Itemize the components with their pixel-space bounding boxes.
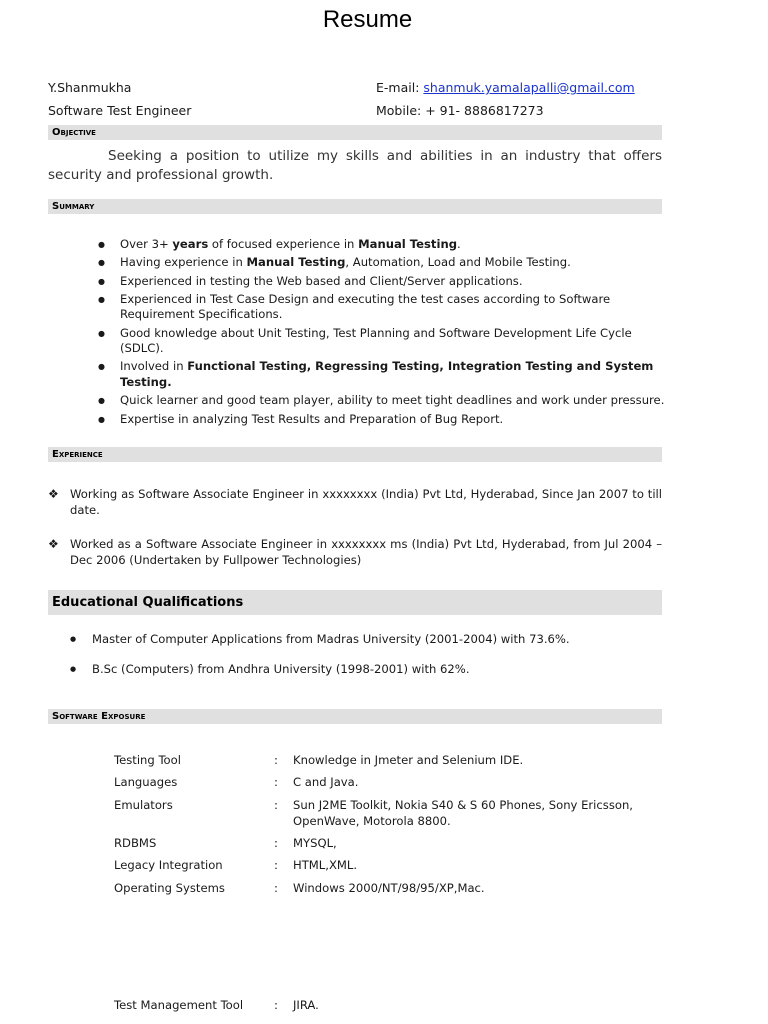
software-value: Sun J2ME Toolkit, Nokia S40 & S 60 Phones, Sony Ericsson, OpenWave, Motorola 8800. bbox=[293, 798, 633, 828]
software-separator: : bbox=[274, 798, 278, 812]
software-value: JIRA. bbox=[293, 998, 319, 1012]
education-item: ● Master of Computer Applications from Madras University (2001-2004) with 73.6%. bbox=[70, 631, 660, 647]
summary-text: Expertise in analyzing Test Results and Preparation of Bug Report. bbox=[120, 411, 504, 426]
summary-item bbox=[98, 255, 668, 271]
summary-item bbox=[98, 274, 668, 290]
summary-emphasis: Manual Testing bbox=[358, 237, 457, 251]
summary-text: Involved in bbox=[120, 359, 188, 374]
software-key: Operating Systems bbox=[114, 881, 225, 895]
summary-emphasis: Manual Testing bbox=[246, 255, 346, 270]
education-heading: Educational Qualifications bbox=[48, 590, 662, 615]
software-key: Test Management Tool bbox=[114, 998, 244, 1012]
summary-text: Quick learner and good team player, ability to meet tight deadlines and work under pressure. bbox=[120, 393, 665, 408]
diamond-bullet-icon: ❖ bbox=[48, 487, 59, 501]
software-value: Windows 2000/NT/98/95/XP,Mac. bbox=[293, 881, 485, 895]
candidate-role: Software Test Engineer bbox=[48, 103, 192, 118]
summary-item bbox=[98, 237, 668, 253]
mobile-line bbox=[376, 103, 544, 118]
candidate-name: Y.Shanmukha bbox=[48, 80, 132, 95]
summary-item bbox=[98, 359, 668, 390]
objective-body: Seeking a position to utilize my skills and abilities in an industry that offers security and professional growth. bbox=[48, 148, 662, 183]
summary-heading: Summary bbox=[48, 199, 662, 214]
summary-text: Having experience in bbox=[120, 255, 247, 270]
summary-text: Good knowledge about Unit Testing, Test Planning and Software Development Life Cycle (SDLC). bbox=[120, 325, 632, 356]
summary-item bbox=[98, 326, 668, 357]
experience-heading: Experience bbox=[48, 447, 662, 462]
diamond-bullet-icon: ❖ bbox=[48, 537, 59, 551]
summary-list bbox=[98, 237, 668, 430]
mobile-label: Mobile: bbox=[376, 103, 422, 118]
software-value: MYSQL, bbox=[293, 836, 337, 850]
summary-item bbox=[98, 292, 668, 323]
objective-text bbox=[48, 147, 662, 185]
summary-text: , Automation, Load and Mobile Testing. bbox=[345, 255, 571, 270]
experience-text: Working as Software Associate Engineer in xxxxxxxx (India) Pvt Ltd, Hyderabad, Since Jan 2007 to till date. bbox=[70, 487, 662, 517]
software-key: Emulators bbox=[114, 798, 173, 812]
software-key: Languages bbox=[114, 775, 178, 789]
education-item: ● B.Sc (Computers) from Andhra University (1998-2001) with 62%. bbox=[70, 661, 660, 677]
software-separator: : bbox=[274, 881, 278, 895]
experience-item bbox=[48, 486, 662, 518]
objective-heading: Objective bbox=[48, 125, 662, 140]
summary-text: Over 3+ bbox=[120, 237, 173, 251]
summary-text: Experienced in Test Case Design and executing the test cases according to Software Requirement Specifications. bbox=[120, 291, 611, 322]
summary-text: Experienced in testing the Web based and Client/Server applications. bbox=[120, 273, 523, 288]
summary-emphasis: Functional Testing, Regressing Testing, Integration Testing and System Testing. bbox=[120, 359, 654, 389]
mobile-number: + 91- 8886817273 bbox=[425, 103, 544, 118]
software-separator: : bbox=[274, 858, 278, 872]
software-separator: : bbox=[274, 775, 278, 789]
page-title: Resume bbox=[322, 6, 413, 33]
summary-emphasis: years bbox=[172, 237, 209, 251]
software-heading: Software Exposure bbox=[48, 709, 662, 724]
software-value: C and Java. bbox=[293, 775, 359, 789]
summary-text: . bbox=[457, 237, 461, 251]
software-key: Testing Tool bbox=[114, 753, 181, 767]
email-label: E-mail: bbox=[376, 80, 420, 95]
summary-text: of focused experience in bbox=[208, 237, 359, 251]
summary-item bbox=[98, 412, 668, 428]
email-link[interactable]: shanmuk.yamalapalli@gmail.com bbox=[423, 80, 635, 95]
email-line bbox=[376, 80, 635, 95]
software-key: RDBMS bbox=[114, 836, 157, 850]
software-separator: : bbox=[274, 753, 278, 767]
software-separator: : bbox=[274, 836, 278, 850]
experience-text: Worked as a Software Associate Engineer in xxxxxxxx ms (India) Pvt Ltd, Hyderabad, from Jul 2004 – Dec 2006 (Undertaken by Fullpower Technologies) bbox=[70, 537, 662, 567]
software-separator: : bbox=[274, 998, 278, 1012]
software-value: HTML,XML. bbox=[293, 858, 358, 872]
software-value: Knowledge in Jmeter and Selenium IDE. bbox=[293, 753, 524, 767]
software-key: Legacy Integration bbox=[114, 858, 223, 872]
education-list bbox=[70, 631, 660, 691]
summary-item bbox=[98, 393, 668, 409]
experience-item bbox=[48, 536, 662, 568]
